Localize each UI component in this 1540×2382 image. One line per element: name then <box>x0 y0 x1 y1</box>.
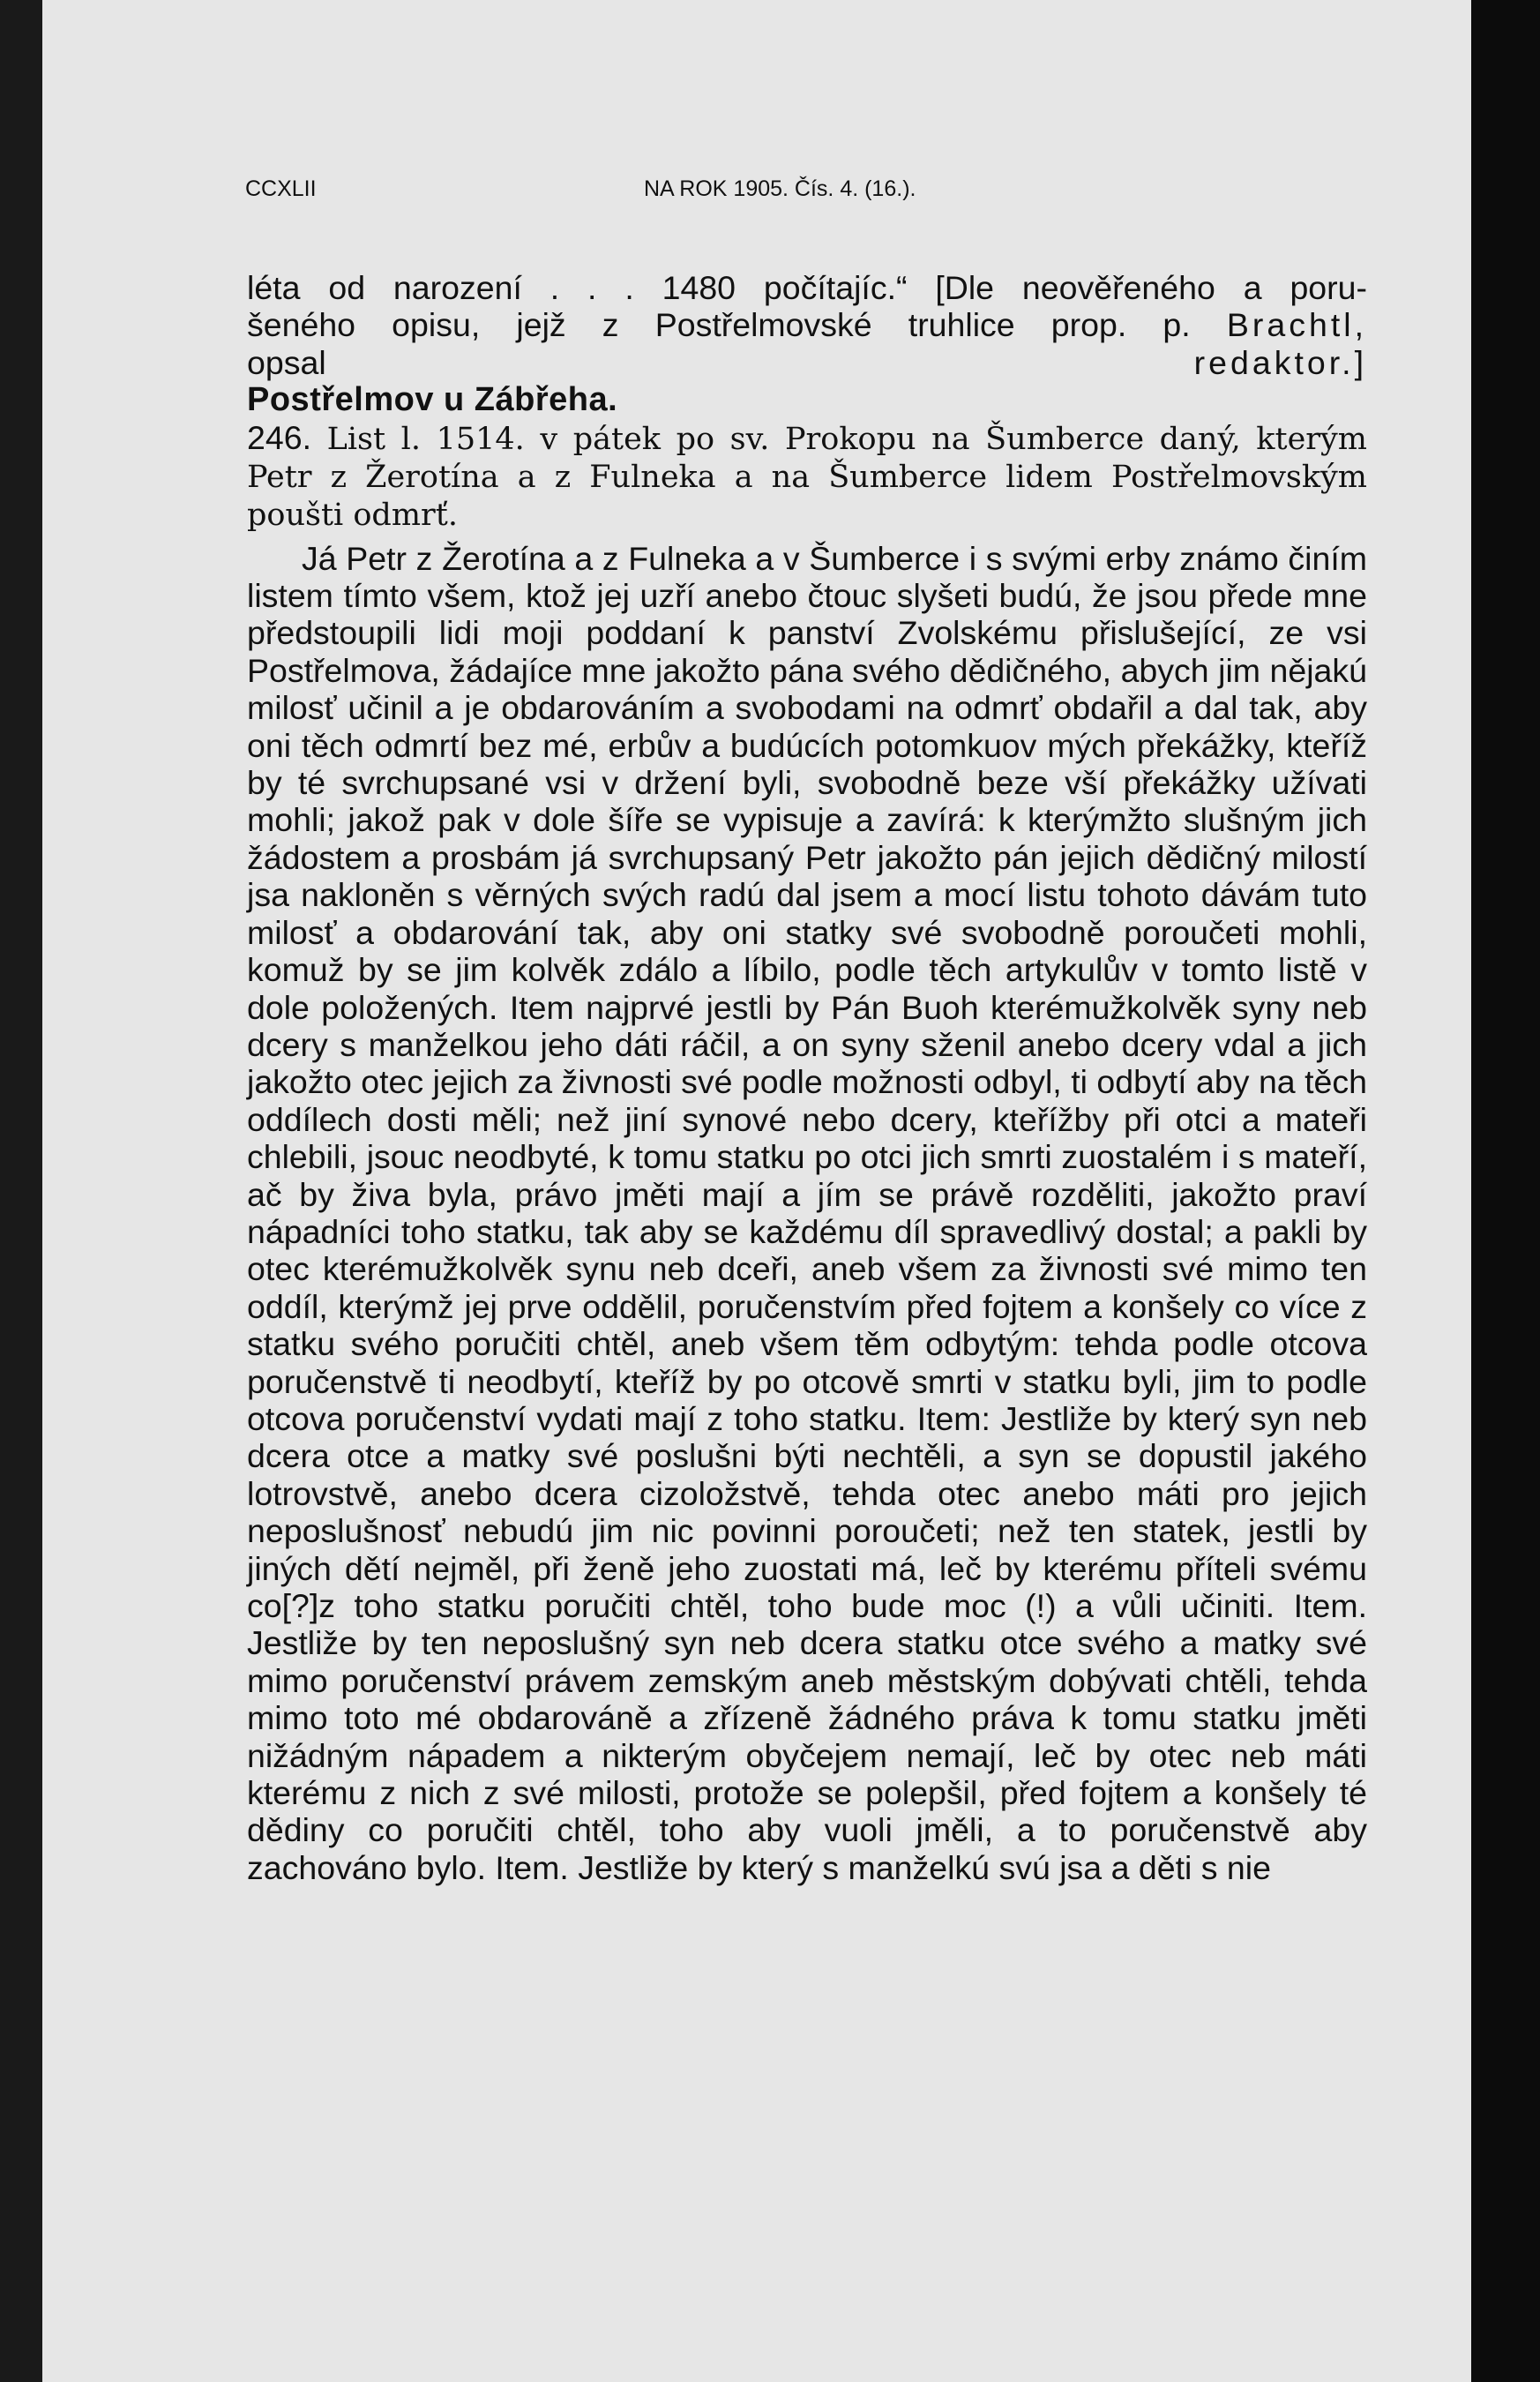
intro-line-2 <box>247 306 1367 343</box>
page-folio: CCXLII <box>245 176 317 201</box>
intro-line-2-text: šeného opisu, jejž z Postřelmovské truhlice prop. p. <box>247 306 1191 344</box>
issue-line: NA ROK 1905. Čís. 4. (16.). <box>644 176 916 201</box>
running-header <box>245 176 1365 212</box>
intro-line-3-left: opsal <box>247 343 326 381</box>
scan-edge <box>1471 0 1540 2382</box>
regest-text: List l. 1514. v pátek po sv. Prokopu na Šumberce daný, kterým Petr z Žerotína a z Fulneka a na Šumberce lidem Postřelmovským poušti odmrť. <box>247 421 1367 533</box>
section-heading: Postřelmov u Zábřeha. <box>247 381 618 419</box>
document-regest <box>247 419 1367 535</box>
intro-line-1: léta od narození . . . 1480 počítajíc.“ [Dle neověřeného a poru- <box>247 269 1367 306</box>
editor-role: redaktor.] <box>1193 343 1367 381</box>
editor-name: Brachtl, <box>1226 306 1367 344</box>
text-block <box>247 269 1367 1886</box>
document-body: Já Petr z Žerotína a z Fulneka a v Šumberce i s svými erby známo činím listem tímto všem, ktož jej uzří anebo čtouc slyšeti budú, že jsou přede mne předstoupili lidi moji poddaní k panství Zvolskému přislušející, ze vsi Postřelmova, žádajíce mne jakožto pána svého dědičného, abych jim nějakú milosť učinil a je obdarováním a svobodami na odmrť obdařil a dal tak, aby oni těch odmrtí bez mé, erbův a budúcích potomkuov mých překážky, kteříž by té svrchupsané vsi v držení byli, svobodně beze vší překážky užívati mohli; jakož pak v dole šíře se vypisuje a zavírá: k kterýmžto slušným jich žádostem a prosbám já svrchupsaný Petr jakožto pán jejich dědičný milostí jsa nakloněn s věrných svých radú dal jsem a mocí listu tohoto dávám tuto milosť a obdarování tak, aby oni statky své svobodně poroučeti mohli, komuž by se jim kolvěk zdálo a líbilo, podle těch artykulův v tomto listě v dole položených. Item najprvé jestli by Pán Buoh kterémužkolvěk syny neb dcery s manželkou jeho dáti ráčil, a on syny sženil anebo dcery vdal a jich jakožto otec jejich za živnosti své podle možnosti odbyl, ti odbytí aby na těch oddílech dosti měli; než jiní synové nebo dcery, kteřížby při otci a mateři chlebili, jsouc neodbyté, k tomu statku po otci jich smrti zuostalém i s mateří, ač by živa byla, právo jměti mají a jím se právě rozděliti, jakožto praví nápadníci toho statku, tak aby se každému díl spravedlivý dostal; a pakli by otec kterémužkolvěk synu neb dceři, aneb všem za živnosti své mimo ten oddíl, kterýmž jej prve oddělil, poručenstvím před fojtem a konšely co více z statku svého poručiti chtěl, aneb všem těm odbytým: tehda podle otcova poručenstvě ti neodbytí, kteříž by po otcově smrti v statku byli, jim to podle otcova poručenství vydati mají z toho statku. Item: Jestliže by který syn neb dcera otce a matky své poslušni býti nechtěli, a syn se dopustil jakého lotrovstvě, anebo dcera cizoložstvě, tehda otec anebo máti pro jejich neposlušnosť nebudú jim nic povinni poroučeti; než ten statek, jestli by jiných dětí nejměl, při ženě jeho zuostati má, leč by kterému příteli svému co[?]z toho statku poručiti chtěl, toho bude moc (!) a vůli učiniti. Item. Jestliže by ten neposlušný syn neb dcera statku otce svého a matky své mimo poručenství právem zemským aneb městským dobývati chtěli, tehda mimo toto mé obdarováně a zřízeně žádného práva k tomu statku jměti nižádným nápadem a nikterým obyčejem nemají, leč by otec neb máti kterému z nich z své milosti, protože se polepšil, před fojtem a konšely té dědiny co poručiti chtěl, toho aby vuoli jměli, a to poručenstvě aby zachováno bylo. Item. Jestliže by který s manželkú svú jsa a děti s nie <box>247 539 1367 1886</box>
intro-line-3 <box>247 344 1367 381</box>
document-number: 246. <box>247 418 311 456</box>
scanned-page <box>42 0 1471 2382</box>
